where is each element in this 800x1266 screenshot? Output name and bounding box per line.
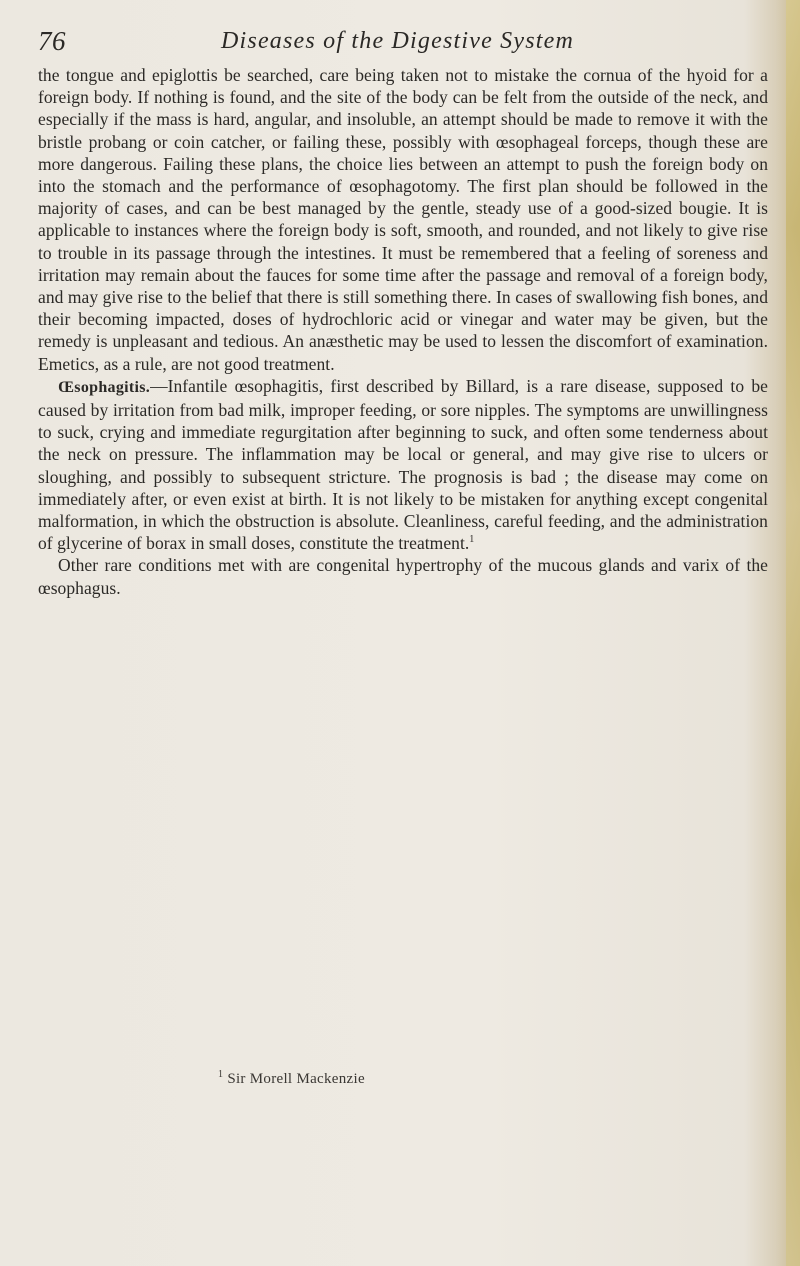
footnote bbox=[218, 1069, 365, 1088]
body-text bbox=[38, 64, 768, 599]
page-number: 76 bbox=[38, 26, 66, 56]
paragraph-rare-conditions: Other rare conditions met with are congenital hypertrophy of the mucous glands and varix of the œsophagus. bbox=[38, 555, 768, 598]
footnote-reference: 1 bbox=[469, 534, 475, 546]
running-title: Diseases of the Digestive System bbox=[221, 28, 574, 54]
paragraph-foreign-body-treatment: the tongue and epiglottis be searched, care being taken not to mistake the cornua of the hyoid for a foreign body. If nothing is found, and the site of the body can be felt from the outside of the neck, and especially if the mass is hard, angular, and insoluble, an attempt should be made to remove it with the bristle probang or coin catcher, or failing these, possibly with œsophageal forceps, though these are more dangerous. Failing these plans, the choice lies between an attempt to push the foreign body on into the stomach and the performance of œsophagotomy. The first plan should be followed in the majority of cases, and can be best managed by the gentle, steady use of a good-sized bougie. It is applicable to instances where the foreign body is soft, smooth, and rounded, and not likely to give rise to trouble in its passage through the intestines. It must be remembered that a feeling of soreness and irritation may remain about the fauces for some time after the passage and removal of a foreign body, and may give rise to the belief that there is still something there. In cases of swallowing fish bones, and their becoming impacted, doses of hydrochloric acid or vinegar and water may be given, but the remedy is unpleasant and tedious. An anæsthetic may be used to lessen the discomfort of examination. Emetics, as a rule, are not good treatment. bbox=[38, 65, 768, 374]
footnote-text: Sir Morell Mackenzie bbox=[227, 1071, 365, 1087]
section-heading-oesophagitis: Œsophagitis. bbox=[58, 378, 151, 396]
page-edge-stain bbox=[786, 0, 800, 1266]
paragraph-oesophagitis bbox=[38, 375, 768, 555]
page-header bbox=[38, 26, 778, 62]
footnote-mark: 1 bbox=[218, 1069, 224, 1080]
oesophagitis-text: —Infantile œsophagitis, first described by Billard, is a rare disease, supposed to be caused by irritation from bad milk, improper feeding, or sore nipples. The symptoms are unwillingness to suck, crying and immediate regurgitation after beginning to suck, and often some tenderness about the neck on pressure. The inflammation may be local or general, and may give rise to ulcers or sloughing, and possibly to subsequent stricture. The prognosis is bad ; the disease may come on immediately after, or even exist at birth. It is not likely to be mistaken for anything except congenital malformation, in which the obstruction is absolute. Cleanliness, careful feeding, and the administration of glycerine of borax in small doses, constitute the treatment. bbox=[38, 375, 768, 554]
